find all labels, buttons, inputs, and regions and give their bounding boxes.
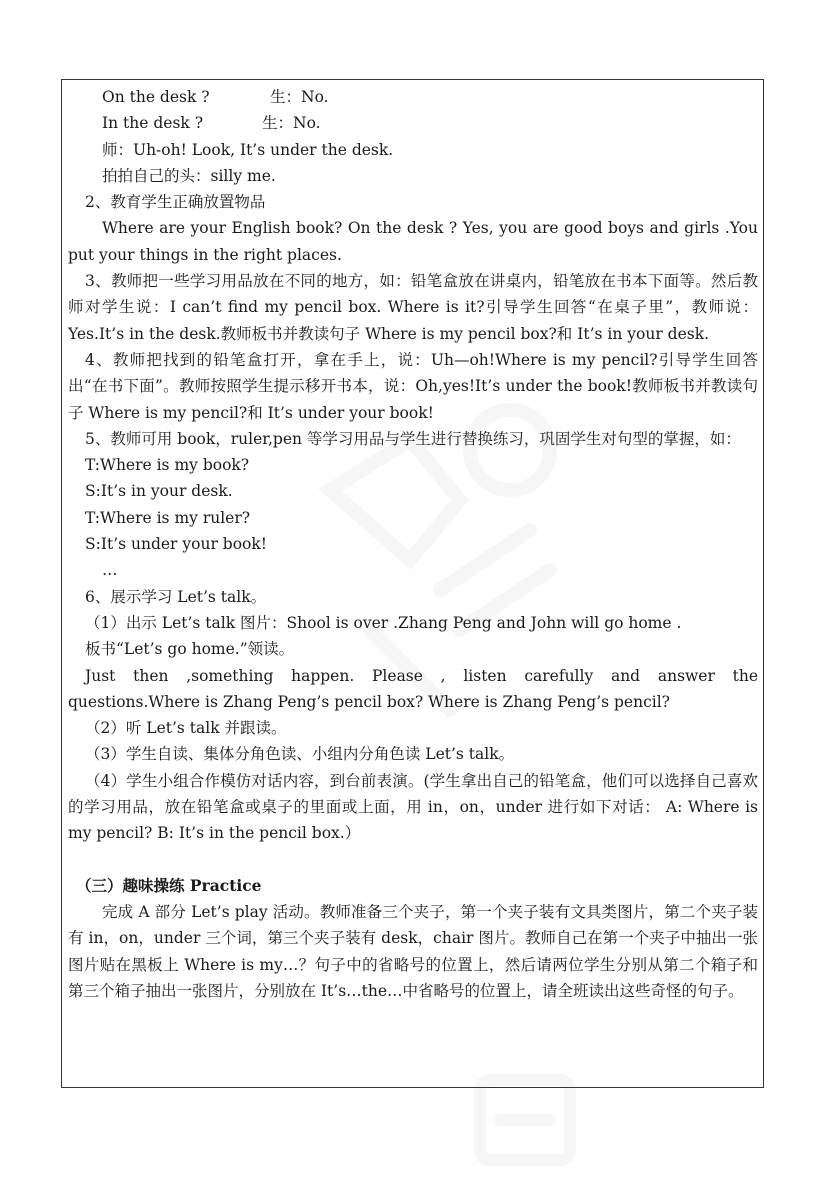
text-line: 拍拍自己的头：silly me.: [102, 166, 276, 185]
section-heading-practice: （三）趣味操练 Practice: [76, 875, 262, 895]
text-line: 师：Uh-oh! Look, It’s under the desk.: [102, 140, 394, 159]
section-step-5: 5、教师可用 book，ruler,pen 等学习用品与学生进行替换练习，巩固学生对句型的掌握，如：: [85, 429, 741, 448]
teacher-question: On the desk ?: [102, 88, 210, 106]
practice-line: S:It’s under your book!: [85, 535, 268, 554]
practice-line: S:It’s in your desk.: [85, 482, 233, 501]
dialogue-line-on-desk: [68, 84, 758, 110]
practice-line: T:Where is my ruler?: [85, 508, 251, 527]
paragraph-text: Where are your English book? On the desk ? Yes, you are good boys and girls .You put your things in the right places.: [68, 219, 758, 264]
text-line: 板书“Let’s go home.”领读。: [85, 640, 295, 659]
student-answer: 生：No.: [270, 88, 329, 106]
paragraph: [68, 215, 758, 268]
paragraph: 完成 A 部分 Let’s play 活动。教师准备三个夹子，第一个夹子装有文具类图片，第二个夹子装有 in，on，under 三个词，第三个夹子装有 desk，chair 图片。教师自己在第一个夹子中抽出一张图片贴在黑板上 Where is my…？句子中的省略号的位置上，然后请两位学生分别从第二个箱子和第三个箱子抽出一张图片，分别放在 It’s…the…中省略号的位置上，请全班读出这些奇怪的句子。: [68, 902, 758, 1000]
text-line: （2）听 Let’s talk 并跟读。: [85, 719, 287, 738]
paragraph: Just then ,something happen. Please , listen carefully and answer the questions.Where is Zhang Peng’s pencil box? Where is Zhang Peng’s pencil?: [68, 666, 758, 711]
section-step-3: 3、教师把一些学习用品放在不同的地方，如：铅笔盒放在讲桌内，铅笔放在书本下面等。然后教师对学生说：I can’t find my pencil box. Where is it?引导学生回答“在桌子里”，教师说：Yes.It’s in the desk.教师板书并教读句子 Where is my pencil box?和 It’s in your desk.: [68, 272, 758, 343]
document-body: [68, 84, 758, 1004]
text-line: （1）出示 Let’s talk 图片：Shool is over .Zhang Peng and John will go home .: [85, 613, 682, 632]
dialogue-line-in-desk: [68, 110, 758, 136]
practice-line: T:Where is my book?: [85, 456, 250, 475]
section-step-6: 6、展示学习 Let’s talk。: [85, 587, 267, 606]
text-line: （3）学生自读、集体分角色读、小组内分角色读 Let’s talk。: [85, 745, 515, 764]
spacer: [68, 847, 758, 873]
paragraph: （4）学生小组合作模仿对话内容，到台前表演。(学生拿出自己的铅笔盒，他们可以选择自己喜欢的学习用品，放在铅笔盒或桌子的里面或上面，用 in，on，under 进行如下对话： A: Where is my pencil? B: It’s in the pencil box.）: [68, 771, 758, 843]
teacher-question: In the desk ?: [102, 114, 204, 133]
student-answer: 生：No.: [262, 114, 321, 133]
section-step-2: 2、教育学生正确放置物品: [85, 193, 266, 212]
section-step-4: 4、教师把找到的铅笔盒打开，拿在手上，说：Uh—oh!Where is my pencil?引导学生回答出“在书下面”。教师按照学生提示移开书本，说：Oh,yes!It’s under the book!教师板书并教读句子 Where is my pencil?和 It’s under your book!: [68, 350, 758, 422]
ellipsis-line: …: [102, 561, 118, 580]
